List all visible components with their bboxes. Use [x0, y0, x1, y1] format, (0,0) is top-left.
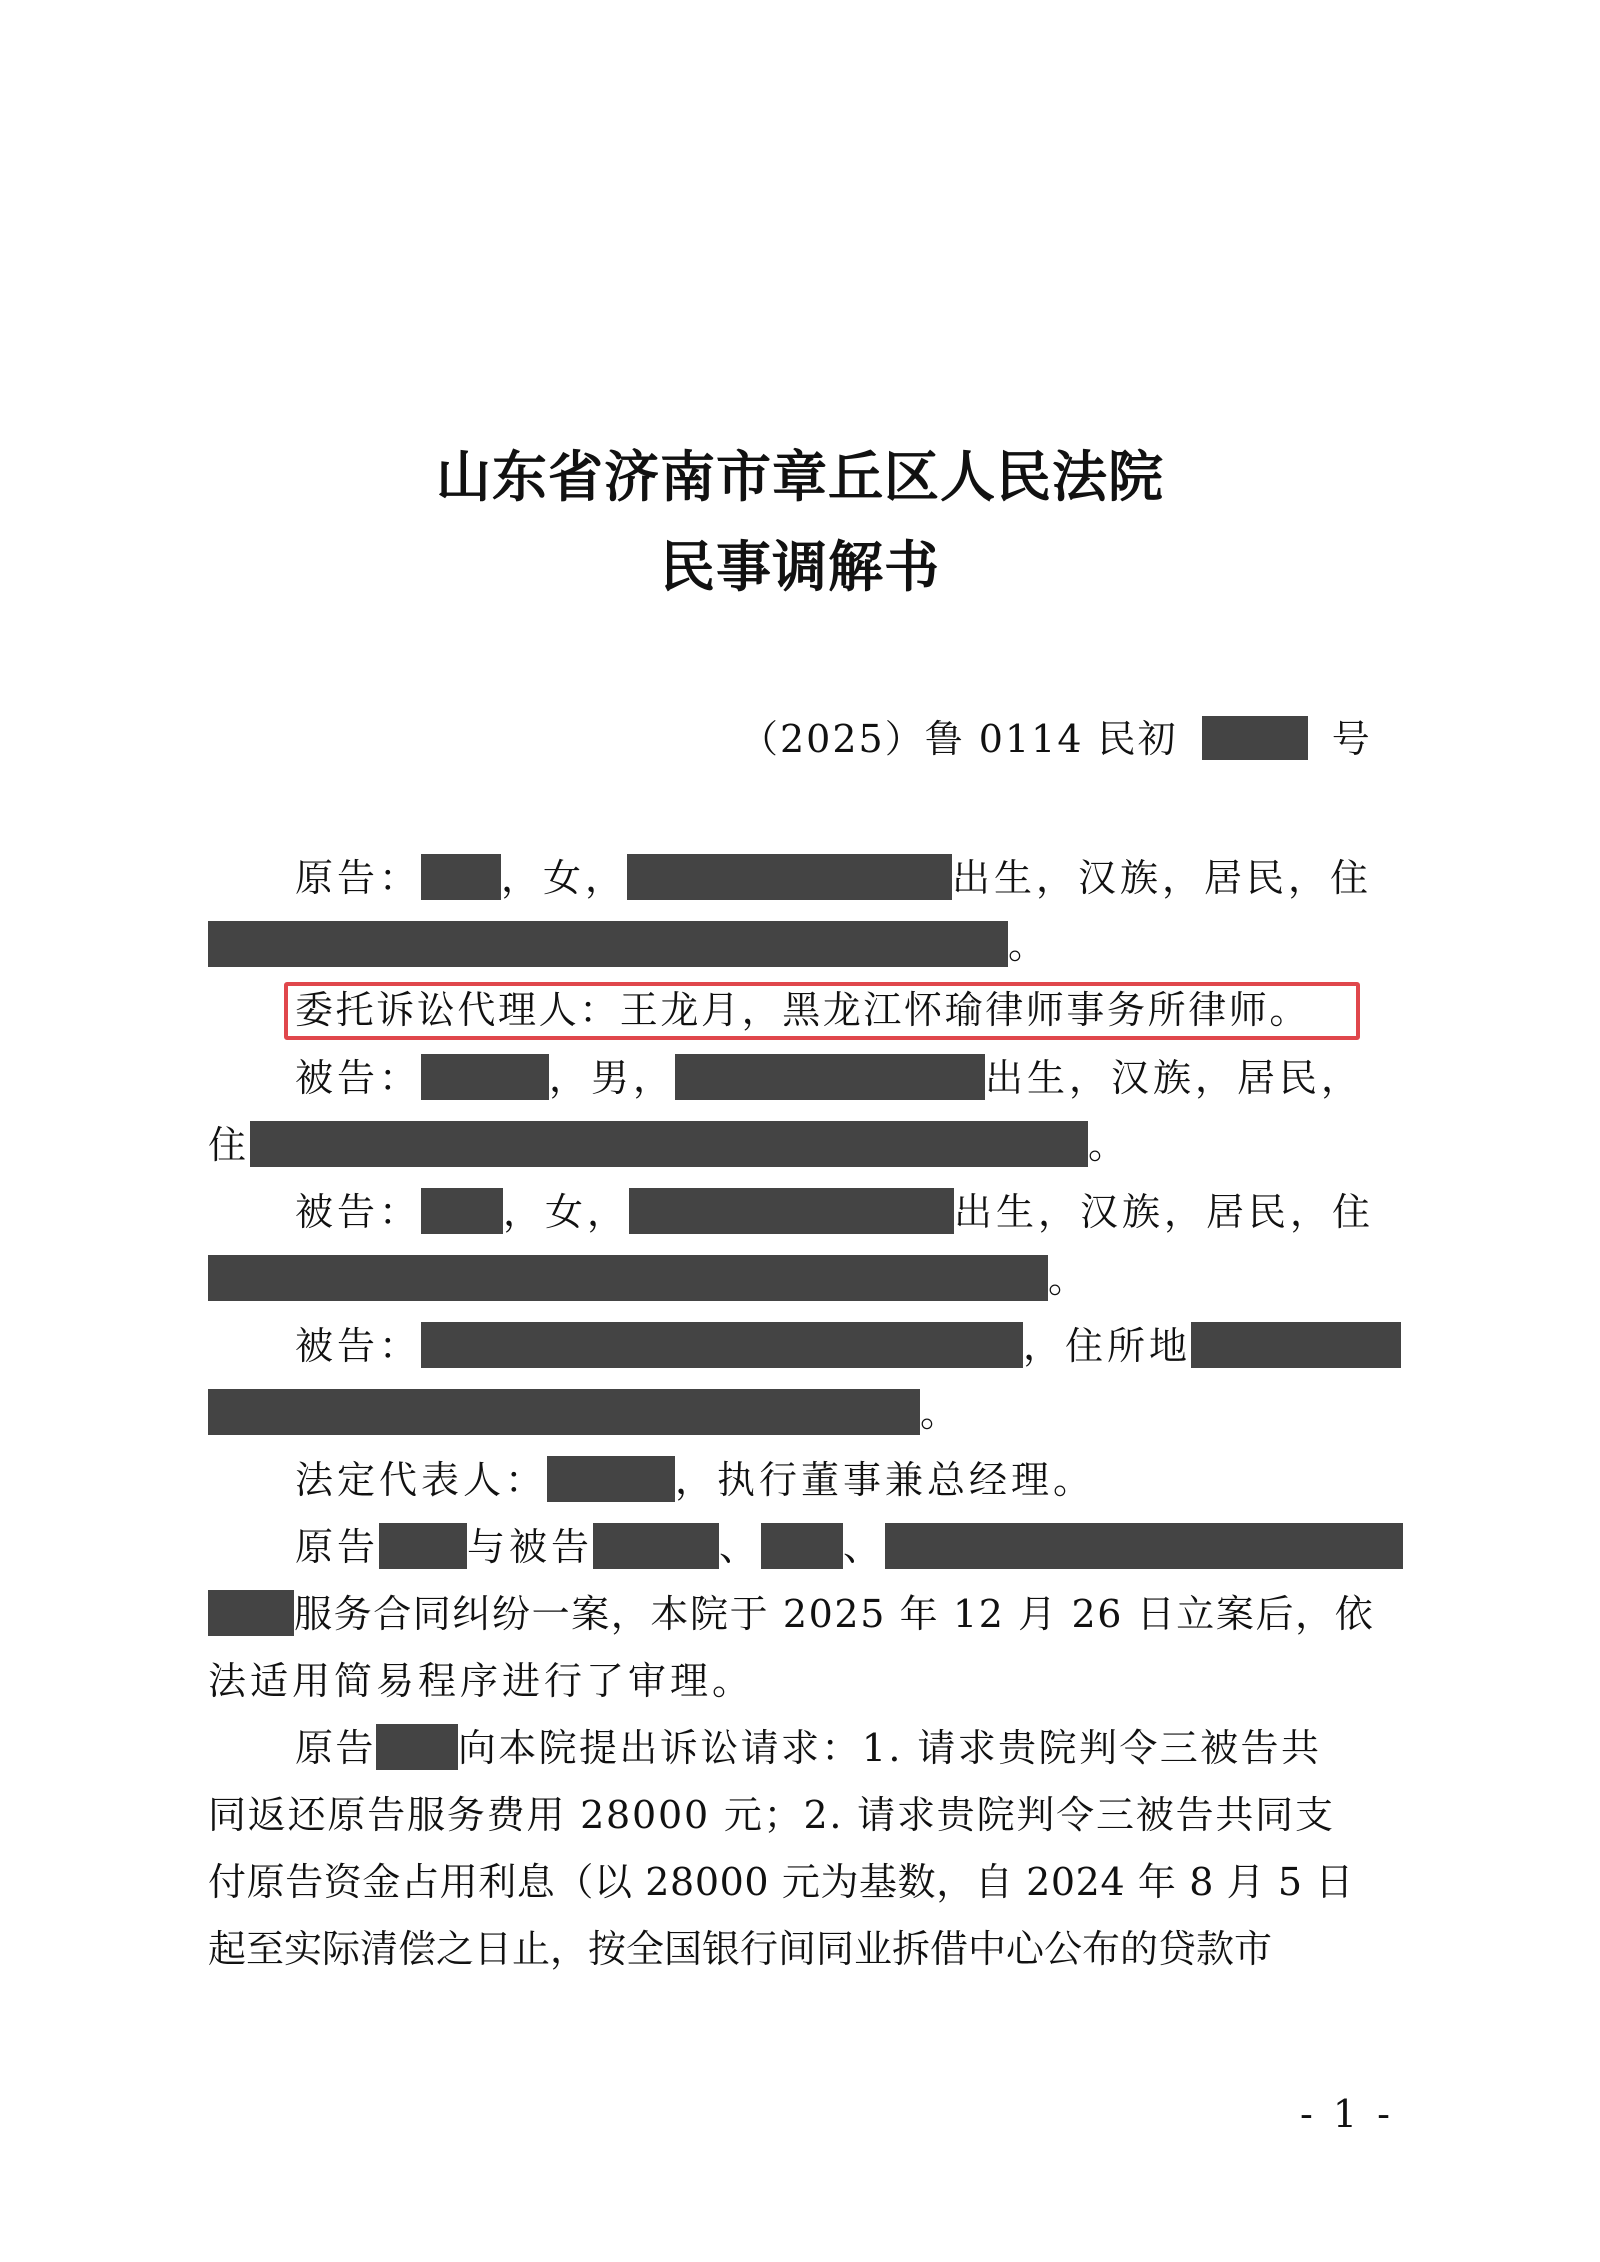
plaintiff-label: 原告：: [295, 856, 422, 900]
redaction-block: [208, 1255, 1048, 1301]
defendant-label: 被告：: [295, 1190, 422, 1234]
plaintiff-line: [295, 853, 1372, 903]
redaction-block: [208, 1590, 294, 1636]
redaction-block: [421, 1322, 1023, 1368]
document-type-title: 民事调解书: [659, 534, 940, 599]
case-number-suffix: 号: [1331, 717, 1372, 761]
redaction-block: [376, 1724, 458, 1770]
claims-line-4: 起至实际清偿之日止，按全国银行间同业拆借中心公布的贷款市: [208, 1927, 1273, 1971]
defendant-label: 被告：: [295, 1056, 422, 1100]
case-intro-line: [295, 1522, 1403, 1572]
redaction-block: [421, 1054, 549, 1100]
sentence-end: 。: [1088, 1123, 1131, 1167]
defendant-2-details: 出生，汉族，居民，住: [954, 1190, 1375, 1234]
with-defendant-word: 与被告: [467, 1525, 594, 1569]
case-filing-text: 服务合同纠纷一案，本院于 2025 年 12 月 26 日立案后，依: [294, 1592, 1375, 1636]
claims-line-1: [295, 1723, 1321, 1773]
plaintiff-word: 原告: [295, 1525, 380, 1569]
defendant-2-address-line: [208, 1254, 1090, 1304]
legal-representative-label: 法定代表人：: [295, 1458, 548, 1502]
redaction-block: [629, 1188, 954, 1234]
redaction-block: [250, 1121, 1088, 1167]
page-number: - 1 -: [1300, 2092, 1395, 2136]
sentence-end: 。: [920, 1391, 963, 1435]
defendant-1-address-line: [208, 1120, 1130, 1170]
enumeration-comma: 、: [719, 1525, 762, 1569]
redaction-block: [761, 1523, 843, 1569]
defendant-label: 被告：: [295, 1324, 422, 1368]
redaction-block: [421, 854, 501, 900]
enumeration-comma: 、: [843, 1525, 886, 1569]
defendant-1-sex: ，男，: [549, 1056, 676, 1100]
defendant-3-domicile: ，住所地: [1023, 1324, 1192, 1368]
redaction-block: [379, 1523, 467, 1569]
defendant-2-line: [295, 1187, 1374, 1237]
redaction-block: [1191, 1322, 1401, 1368]
redaction-block: [421, 1188, 503, 1234]
case-intro-line-3: 法适用简易程序进行了审理。: [208, 1659, 755, 1703]
redaction-block: [593, 1523, 719, 1569]
defendant-1-line: [295, 1053, 1363, 1103]
address-lead: 住: [208, 1123, 251, 1167]
redaction-block: [627, 854, 952, 900]
sentence-end: 。: [1008, 923, 1051, 967]
sentence-end: 。: [1048, 1257, 1091, 1301]
court-name-title: 山东省济南市章丘区人民法院: [435, 444, 1164, 509]
defendant-1-details: 出生，汉族，居民，: [985, 1056, 1364, 1100]
redaction-block: [675, 1054, 985, 1100]
plaintiff-address-line: [208, 920, 1050, 970]
agent-line: 委托诉讼代理人：王龙月，黑龙江怀瑜律师事务所律师。: [295, 988, 1311, 1032]
claims-line-3: 付原告资金占用利息（以 28000 元为基数，自 2024 年 8 月 5 日: [208, 1860, 1354, 1904]
case-intro-line-2: [208, 1589, 1374, 1639]
plaintiff-word: 原告: [295, 1726, 376, 1770]
claims-text: 向本院提出诉讼请求：1. 请求贵院判令三被告共: [457, 1726, 1322, 1770]
defendant-3-address-line: [208, 1388, 962, 1438]
redaction-block: [208, 1389, 920, 1435]
legal-representative-line: [295, 1455, 1095, 1505]
legal-representative-title: ，执行董事兼总经理。: [675, 1458, 1096, 1502]
redaction-block: [208, 921, 1008, 967]
redaction-block: [885, 1523, 1403, 1569]
redaction-block: [1202, 716, 1308, 760]
defendant-3-line: [295, 1321, 1401, 1371]
case-number-prefix: （2025）鲁 0114 民初: [740, 717, 1178, 761]
plaintiff-sex: ，女，: [501, 856, 628, 900]
claims-line-2: 同返还原告服务费用 28000 元；2. 请求贵院判令三被告共同支: [208, 1793, 1335, 1837]
defendant-2-sex: ，女，: [503, 1190, 630, 1234]
redaction-block: [547, 1456, 675, 1502]
case-number: [740, 708, 1372, 763]
plaintiff-details: 出生，汉族，居民，住: [952, 856, 1373, 900]
